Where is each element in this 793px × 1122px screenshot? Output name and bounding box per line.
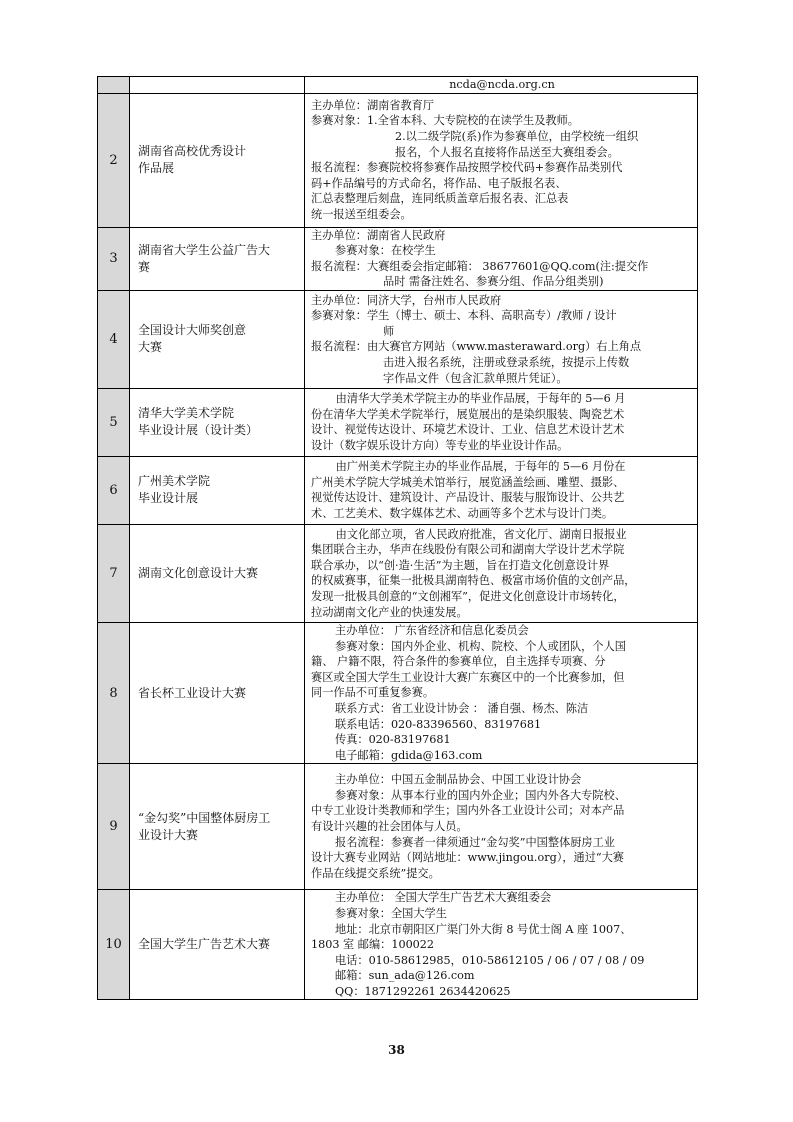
detail-line: 主办单位：湖南省教育厅 bbox=[311, 98, 435, 112]
competition-name-line: 清华大学美术学院 bbox=[138, 406, 235, 421]
detail-line: 报名，个人报名直接将作品送至大赛组委会。 bbox=[395, 145, 619, 159]
competition-name-line: 广州美术学院 bbox=[138, 474, 211, 489]
detail-line: 参赛对象：学生（博士、硕士、本科、高职高专）/教师 / 设计 bbox=[311, 309, 617, 323]
competition-details bbox=[305, 456, 698, 524]
row-number: 3 bbox=[98, 227, 130, 290]
row-number: 8 bbox=[98, 622, 130, 763]
detail-line: 发现一批极具创意的“文创湘军”，促进文化创意设计市场转化， bbox=[311, 590, 625, 604]
detail-line: 有设计兴趣的社会团体与人员。 bbox=[311, 820, 468, 834]
page-number: 38 bbox=[388, 1043, 405, 1057]
competition-name bbox=[130, 77, 305, 94]
detail-line: 设计、视觉传达设计、环境艺术设计、工业、信息艺术设计艺术 bbox=[311, 423, 625, 437]
detail-line: 主办单位： 广东省经济和信息化委员会 bbox=[335, 623, 529, 637]
row-number: 9 bbox=[98, 764, 130, 890]
competition-name bbox=[130, 890, 305, 1000]
competition-name bbox=[130, 622, 305, 763]
detail-line: 广州美术学院大学城美术馆举行，展览涵盖绘画、雕塑、摄影、 bbox=[311, 475, 625, 489]
competition-details bbox=[305, 622, 698, 763]
competition-table bbox=[97, 76, 698, 1000]
row-number: 10 bbox=[98, 890, 130, 1000]
detail-line: 电话：010-58612985，010-58612105 / 06 / 07 / 08 / 09 bbox=[335, 953, 645, 967]
detail-line: 统一报送至组委会。 bbox=[311, 207, 412, 221]
detail-line: 报名流程：大赛组委会指定邮箱： 38677601@QQ.com(注:提交作 bbox=[311, 259, 649, 273]
detail-line: 报名流程：参赛者一律须通过“金勾奖”中国整体厨房工业 bbox=[335, 835, 615, 849]
row-number: 2 bbox=[98, 93, 130, 227]
competition-name-line: 省长杯工业设计大赛 bbox=[138, 685, 247, 700]
detail-line: 参赛对象：在校学生 bbox=[335, 244, 436, 258]
detail-line: 赛区或全国大学生工业设计大赛广东赛区中的一个比赛参加，但 bbox=[311, 670, 625, 684]
detail-line: 师 bbox=[383, 324, 395, 338]
competition-details bbox=[305, 290, 698, 388]
table-row bbox=[98, 388, 698, 456]
detail-line: 地址：北京市朝阳区广渠门外大街 8 号优士阁 A 座 1007、 bbox=[335, 922, 632, 936]
detail-line: 品时 需备注姓名、参赛分组、作品分组类别) bbox=[383, 275, 604, 289]
detail-line: 设计（数字娱乐设计方向）等专业的毕业设计作品。 bbox=[311, 439, 569, 453]
row-number bbox=[98, 77, 130, 94]
detail-line: 主办单位：湖南省人民政府 bbox=[311, 228, 446, 242]
row-number: 4 bbox=[98, 290, 130, 388]
row-number: 5 bbox=[98, 388, 130, 456]
competition-name-line: 毕业设计展 bbox=[138, 491, 199, 506]
detail-line: 联系电话：020-83396560、83197681 bbox=[335, 717, 542, 731]
competition-name bbox=[130, 524, 305, 622]
detail-line: 由广州美术学院主办的毕业作品展，于每年的 5—6 月份在 bbox=[335, 460, 626, 474]
table-row bbox=[98, 524, 698, 622]
detail-line: 参赛对象：从事本行业的国内外企业；国内外各大专院校、 bbox=[335, 788, 626, 802]
detail-line: 参赛对象：全国大学生 bbox=[335, 906, 447, 920]
detail-line: 份在清华大学美术学院举行，展览展出的是染织服装、陶瓷艺术 bbox=[311, 407, 625, 421]
competition-name-line: 全国大学生广告艺术大赛 bbox=[138, 937, 271, 952]
detail-line: 汇总表整理后刻盘，连同纸质盖章后报名表、汇总表 bbox=[311, 192, 569, 206]
detail-line: 参赛对象：国内外企业、机构、院校、个人或团队，个人国 bbox=[335, 639, 626, 653]
detail-line: 主办单位： 全国大学生广告艺术大赛组委会 bbox=[335, 891, 552, 905]
table-row bbox=[98, 764, 698, 890]
detail-line: 集团联合主办，华声在线股份有限公司和湖南大学设计艺术学院 bbox=[311, 543, 625, 557]
detail-line: 联系方式：省工业设计协会 ： 潘自强、杨杰、陈洁 bbox=[335, 701, 589, 715]
detail-line: 报名流程：参赛院校将参赛作品按照学校代码+参赛作品类别代 bbox=[311, 161, 623, 175]
competition-name-line: “金勾奖”中国整体厨房工 bbox=[138, 810, 271, 825]
detail-line: QQ：1871292261 2634420625 bbox=[335, 984, 511, 998]
detail-line: 拉动湖南文化产业的快速发展。 bbox=[311, 605, 468, 619]
detail-line: 作品在线提交系统”提交。 bbox=[311, 866, 440, 880]
competition-name-line: 湖南文化创意设计大赛 bbox=[138, 565, 259, 580]
table-row bbox=[98, 93, 698, 227]
table-row bbox=[98, 227, 698, 290]
detail-line: 视觉传达设计、建筑设计、产品设计、服装与服饰设计、公共艺 bbox=[311, 491, 625, 505]
competition-name bbox=[130, 456, 305, 524]
competition-name bbox=[130, 227, 305, 290]
competition-name-line: 湖南省大学生公益广告大 bbox=[138, 242, 271, 257]
detail-line: 的权威赛事，征集一批极具湖南特色、极富市场价值的文创产品， bbox=[311, 574, 636, 588]
competition-name bbox=[130, 388, 305, 456]
row-number: 6 bbox=[98, 456, 130, 524]
detail-line: 主办单位：中国五金制品协会、中国工业设计协会 bbox=[335, 773, 582, 787]
detail-line: 设计大赛专业网站（网站地址：www.jingou.org），通过“大赛 bbox=[311, 851, 624, 865]
competition-name-line: 全国设计大师奖创意 bbox=[138, 323, 247, 338]
competition-details bbox=[305, 93, 698, 227]
competition-details bbox=[305, 388, 698, 456]
detail-line: 击进入报名系统，注册或登录系统，按提示上传数 bbox=[383, 356, 630, 370]
detail-line: 1803 室 邮编：100022 bbox=[311, 938, 435, 952]
competition-name-line: 业设计大赛 bbox=[138, 827, 199, 842]
detail-line: 报名流程：由大赛官方网站（www.masteraward.org）右上角点 bbox=[311, 340, 642, 354]
competition-name bbox=[130, 93, 305, 227]
competition-details bbox=[305, 764, 698, 890]
competition-name bbox=[130, 290, 305, 388]
detail-line: 码+作品编号的方式命名，将作品、电子版报名表、 bbox=[311, 176, 567, 190]
table-row bbox=[98, 890, 698, 1000]
table-row bbox=[98, 622, 698, 763]
competition-details bbox=[305, 524, 698, 622]
competition-name bbox=[130, 764, 305, 890]
detail-line: 中专工业设计类教师和学生；国内外各工业设计公司；对本产品 bbox=[311, 804, 625, 818]
detail-line: 2.以二级学院(系)作为参赛单位，由学校统一组织 bbox=[395, 129, 639, 143]
detail-line: 传真：020-83197681 bbox=[335, 733, 451, 747]
table-row bbox=[98, 456, 698, 524]
detail-line: 电子邮箱：gdida@163.com bbox=[335, 748, 483, 762]
row-number: 7 bbox=[98, 524, 130, 622]
detail-line: 邮箱：sun_ada@126.com bbox=[335, 969, 475, 983]
detail-line: 由清华大学美术学院主办的毕业作品展，于每年的 5—6 月 bbox=[335, 392, 626, 406]
detail-line: 参赛对象：1.全省本科、大专院校的在读学生及教师。 bbox=[311, 114, 579, 128]
competition-name-line: 作品展 bbox=[138, 161, 175, 176]
competition-details bbox=[305, 77, 698, 94]
competition-details bbox=[305, 890, 698, 1000]
detail-line: 由文化部立项，省人民政府批准，省文化厅、湖南日报报业 bbox=[335, 527, 627, 541]
detail-line: 同一作品不可重复参赛。 bbox=[311, 686, 435, 700]
detail-line: 联合承办，以“创·造·生活”为主题，旨在打造文化创意设计界 bbox=[311, 558, 610, 572]
table-row bbox=[98, 290, 698, 388]
competition-name-line: 大赛 bbox=[138, 340, 163, 355]
detail-line: ncda@ncda.org.cn bbox=[449, 78, 555, 91]
competition-name-line: 毕业设计展（设计类） bbox=[138, 423, 259, 438]
detail-line: 主办单位：同济大学，台州市人民政府 bbox=[311, 293, 502, 307]
competition-name-line: 湖南省高校优秀设计 bbox=[138, 144, 247, 159]
detail-line: 术、工艺美术、数字媒体艺术、动画等多个艺术与设计门类。 bbox=[311, 507, 614, 521]
competition-details bbox=[305, 227, 698, 290]
competition-name-line: 赛 bbox=[138, 259, 151, 274]
detail-line: 字作品文件（包含汇款单照片凭证）。 bbox=[383, 371, 568, 385]
table-row bbox=[98, 77, 698, 94]
detail-line: 籍、 户籍不限，符合条件的参赛单位，自主选择专项赛、分 bbox=[311, 655, 606, 669]
